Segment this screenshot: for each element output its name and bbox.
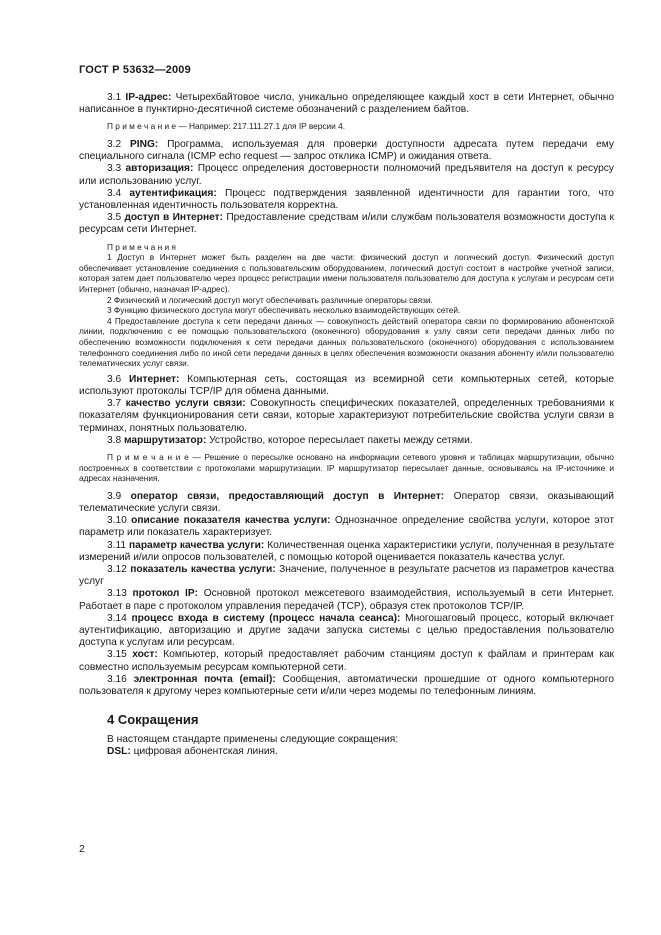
term-3-13: 3.13 протокол IP: Основной протокол межсетевого взаимодействия, используемый в сети Интернет. Работает в паре с протоколом управления передачей (TCP), образуя стек протоколов TCP/IP. bbox=[79, 588, 614, 612]
page-number: 2 bbox=[79, 843, 85, 855]
page-content bbox=[79, 92, 614, 759]
note-3-1: П р и м е ч а н и е — Например: 217.111.27.1 для IP версии 4. bbox=[107, 121, 346, 132]
abbr-dsl: DSL: цифровая абонентская линия. bbox=[107, 746, 278, 758]
term-3-6: 3.6 Интернет: Компьютерная сеть, состоящая из всемирной сети компьютерных сетей, которые используют протоколы TCP/IP для обмена данными. bbox=[79, 373, 614, 397]
term-3-11: 3.11 параметр качества услуги: Количественная оценка характеристики услуги, полученная в результате измерений и/или опросов пользователей, с помощью которой оценивается показатель качества услуг. bbox=[79, 539, 614, 563]
term-3-9: 3.9 оператор связи, предоставляющий доступ в Интернет: Оператор связи, оказывающий телематические услуги связи. bbox=[79, 490, 614, 514]
term-3-14: 3.14 процесс входа в систему (процесс начала сеанса): Многошаговый процесс, который включает аутентификацию, авторизацию и другие задачи запуска системы с целью предоставления пользователю доступа к услугам или ресурсам. bbox=[79, 612, 614, 649]
term-3-12: 3.12 показатель качества услуги: Значение, полученное в результате расчетов из параметров качества услуг bbox=[79, 563, 614, 588]
note-item-4: 4 Предоставление доступа к сети передачи данных — совокупность действий оператора связи по формированию абонентской линии, подключению с ее помощью пользовательского (оконечного) оборудования к узлу связи сети передачи данных либо по обеспечению возможности подключения к сети передачи данных пользовательского (оконечного) оборудования с использованием телефонного соединения либо по иной сети передачи данных в целях обеспечения возможности оказания абоненту и/или пользователю телематических услуг связи. bbox=[79, 315, 614, 369]
term-3-2: 3.2 PING: Программа, используемая для проверки доступности адресата путем передачи ему специального сигнала (ICMP echo request — запрос отклика ICMP) и ожидания ответа. bbox=[79, 139, 614, 163]
section-4-intro: В настоящем стандарте применены следующие сокращения: bbox=[107, 734, 399, 746]
term-3-1: 3.1 IP-адрес: Четырехбайтовое число, уникально определяющее каждый хост в сети Интернет, обычно написанное в пунктирно-десятичной системе обозначений с разделением байтов. bbox=[79, 92, 614, 116]
term-3-5: 3.5 доступ в Интернет: Предоставление средствам и/или службам пользователя возможности доступа к ресурсам сети Интернет. bbox=[79, 212, 614, 236]
note-item-1: 1 Доступ в Интернет может быть разделен на две части: физический доступ и логический доступ. Физический доступ обеспечивает установление соединения с пользовательским оборудованием, логический доступ состоит в настройке учетной записи, которая затем дает пользователю через процесс регистрации имени пользователя пользователю для доступа к услугам и ресурсам сети Интернет (обычно, назначая IP-адрес). bbox=[79, 252, 614, 294]
document-code: ГОСТ Р 53632—2009 bbox=[79, 64, 191, 76]
note-3-8: П р и м е ч а н и е — Решение о пересылке основано на информации сетевого уровня и таблицах маршрутизации, обычно построенных в соответствии с протоколами маршрутизации. IP маршрутизатор пересылает данные, основываясь на IP-источнике и адресах назначения. bbox=[79, 451, 614, 484]
term-3-7: 3.7 качество услуги связи: Совокупность специфических показателей, определенных требованиями к показателям функционирования сети связи, которые характеризуют потребительские свойства услуги связи в терминах, понятных пользователю. bbox=[79, 398, 614, 434]
term-3-15: 3.15 хост: Компьютер, который предоставляет рабочим станциям доступ к файлам и принтерам как совместно используемым ресурсам компьютерной сети. bbox=[79, 649, 614, 673]
notes-label: П р и м е ч а н и я bbox=[107, 241, 176, 252]
term-3-3: 3.3 авторизация: Процесс определения достоверности полномочий предъявителя на доступ к ресурсу или использованию услуг. bbox=[79, 163, 614, 187]
term-3-4: 3.4 аутентификация: Процесс подтверждения заявленной идентичности для гарантии того, что установленная идентичность пользователя корректна. bbox=[79, 187, 614, 212]
term-3-16: 3.16 электронная почта (email): Сообщения, автоматически прошедшие от одного компьютерного пользователя к другому через компьютерные сети и/или через модемы по телефонным линиям. bbox=[79, 673, 614, 697]
term-3-8: 3.8 маршрутизатор: Устройство, которое пересылает пакеты между сетями. bbox=[107, 434, 473, 446]
term-3-10: 3.10 описание показателя качества услуги: Однозначное определение свойства услуги, которое этот параметр или показатель характеризует. bbox=[79, 515, 614, 539]
note-item-2: 2 Физический и логический доступ могут обеспечивать различные операторы связи. bbox=[107, 294, 433, 305]
note-item-3: 3 Функцию физического доступа могут обеспечивать несколько взаимодействующих сетей. bbox=[107, 305, 461, 316]
section-4-heading: 4 Сокращения bbox=[107, 712, 199, 728]
